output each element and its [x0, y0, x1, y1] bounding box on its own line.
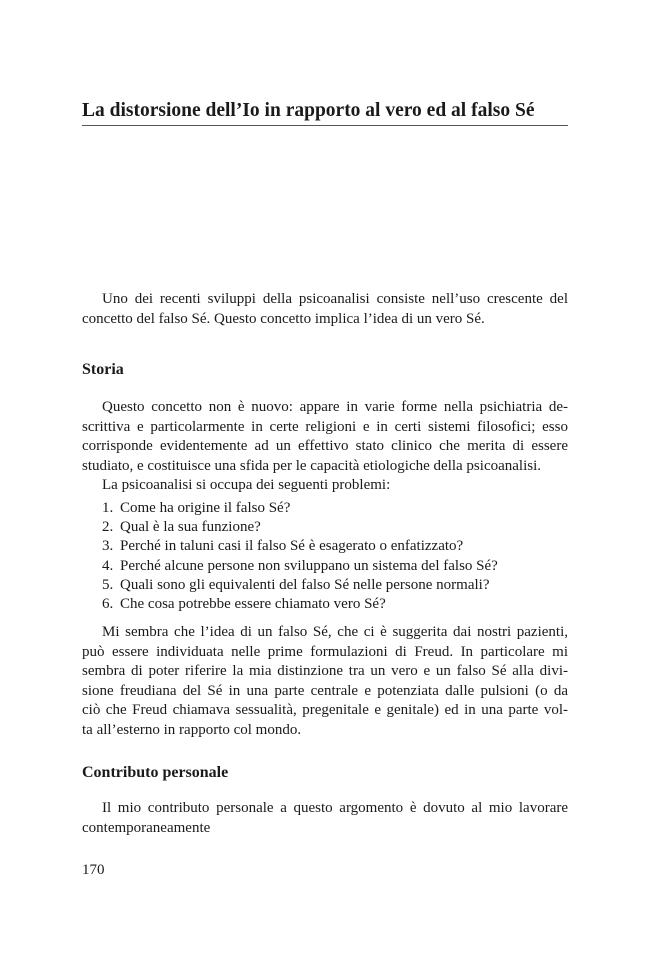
list-number: 4.: [102, 557, 114, 574]
list-item-text: Qual è la sua funzione?: [120, 519, 261, 536]
list-number: 6.: [102, 596, 114, 613]
list-item: [82, 537, 498, 556]
title-rule: [82, 125, 568, 126]
text-line: Mi sembra che l’idea di un falso Sé, che ci è suggerita dai nostri pazienti,: [102, 624, 568, 640]
intro-paragraph: [82, 290, 568, 329]
storia-paragraph-3: [82, 623, 568, 740]
section-heading-contributo: Contributo personale: [82, 764, 229, 781]
text-line: sione freudiana del Sé in una parte centrale e potenziata dalle pulsioni (o da: [82, 682, 568, 699]
text-line: contemporaneamente: [82, 819, 211, 836]
list-number: 5.: [102, 576, 114, 593]
text-line: può essere individuata nelle prime formulazioni di Freud. In particolare mi: [82, 643, 568, 660]
list-item: [82, 499, 498, 518]
text-line: scrittiva e particolarmente in certe religioni e in certi sistemi filosofici; esso: [82, 418, 568, 435]
storia-paragraph-1: [82, 398, 568, 496]
list-item: [82, 557, 498, 576]
text-line: concetto del falso Sé. Questo concetto implica l’idea di un vero Sé.: [82, 310, 485, 327]
text-line: La psicoanalisi si occupa dei seguenti problemi:: [102, 477, 391, 493]
list-number: 1.: [102, 500, 114, 516]
section-heading-storia: Storia: [82, 361, 124, 378]
page-title: La distorsione dell’Io in rapporto al vero ed al falso Sé: [82, 100, 535, 121]
list-item-text: Come ha origine il falso Sé?: [120, 500, 291, 516]
list-item-text: Quali sono gli equivalenti del falso Sé nelle persone normali?: [120, 576, 490, 593]
text-line: sembra di poter riferire la mia distinzione tra un vero e un falso Sé alla divi-: [82, 663, 568, 679]
list-number: 3.: [102, 538, 114, 555]
text-line: corrisponde evidentemente ad un effettivo stato clinico che merita di essere: [82, 438, 568, 454]
text-line: ciò che Freud chiamava sessualità, pregenitale e genitale) ed in una parte vol-: [82, 702, 568, 718]
text-line: ta all’esterno in rapporto col mondo.: [82, 721, 302, 738]
text-line: Questo concetto non è nuovo: appare in varie forme nella psichiatria de-: [102, 399, 568, 415]
problem-list: [82, 499, 498, 614]
list-item: [82, 595, 498, 614]
text-line: studiato, e costituisce una sfida per le capacità etiologiche della psicoanalisi.: [82, 457, 542, 474]
page-number: 170: [82, 862, 105, 878]
list-item-text: Perché alcune persone non sviluppano un sistema del falso Sé?: [120, 557, 498, 574]
text-line: Uno dei recenti sviluppi della psicoanalisi consiste nell’uso crescente del: [102, 291, 568, 307]
list-item-text: Perché in taluni casi il falso Sé è esagerato o enfatizzato?: [120, 538, 464, 555]
contributo-paragraph: [82, 799, 568, 838]
text-line: Il mio contributo personale a questo argomento è dovuto al mio lavorare: [102, 800, 568, 816]
list-item: [82, 518, 498, 537]
list-number: 2.: [102, 519, 114, 536]
list-item-text: Che cosa potrebbe essere chiamato vero Sé?: [120, 596, 386, 613]
list-item: [82, 576, 498, 595]
